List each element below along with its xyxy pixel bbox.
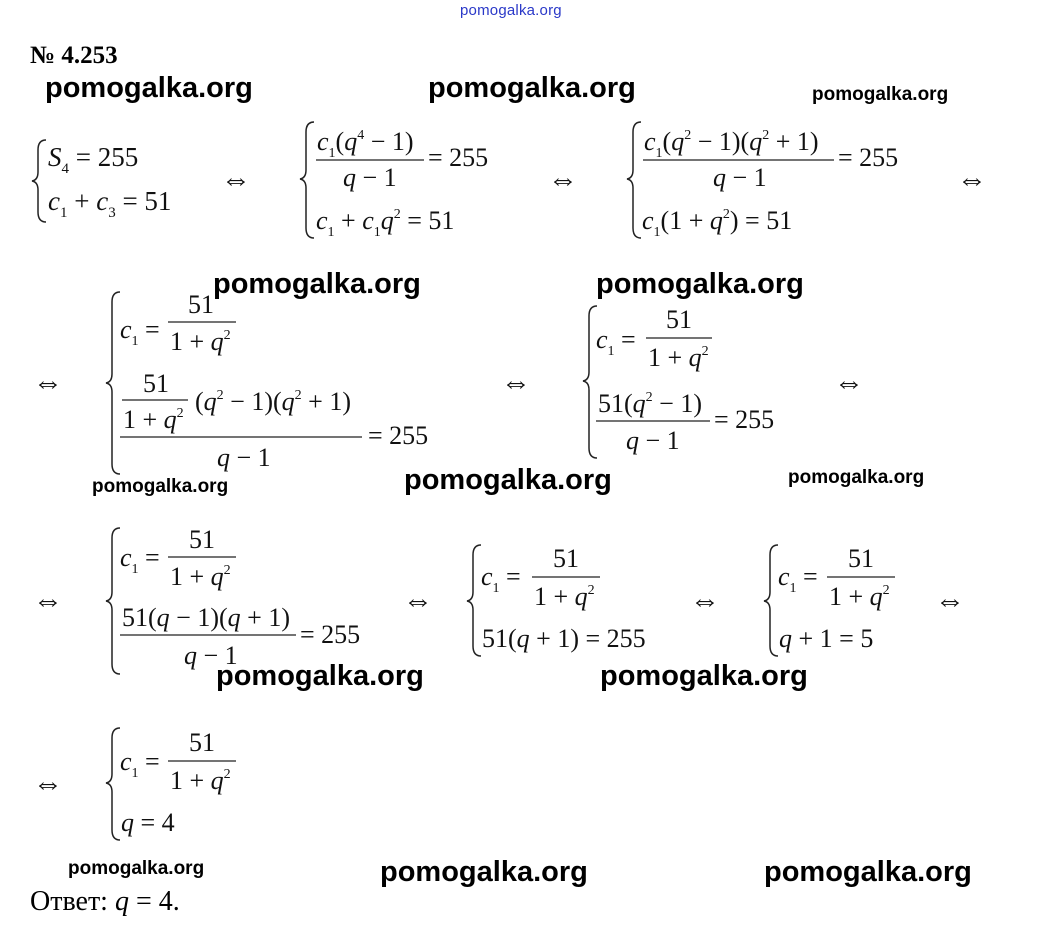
problem-number: № 4.253 [30,42,118,69]
watermark: pomogalka.org [213,268,421,300]
svg-text:= 255: = 255 [428,143,489,172]
watermark: pomogalka.org [596,268,804,300]
svg-text:1 + q2: $1 + q^2$ [170,327,231,356]
equivalence-arrow: ⇔ [690,584,720,617]
watermark: pomogalka.org [428,72,636,104]
svg-text:= 255: = 255 [714,405,775,434]
site-link[interactable]: pomogalka.org [460,2,562,19]
watermark: pomogalka.org [812,84,949,105]
svg-text:c1 =: $c_1$ = [120,543,160,577]
equivalence-arrow: ⇔ [935,584,965,617]
equivalence-arrow: ⇔ [33,366,63,399]
answer-line [30,886,180,918]
svg-text:c1(1 + q2) = 51: $c_1(1 + q^2) = 51$ [642,206,793,240]
svg-text:51(q + 1) = 255: 51(q + 1) = 255 [482,624,646,653]
system-9 [106,728,236,840]
svg-text:1 + q2: $1 + q^2$ [648,343,709,372]
svg-text:q + 1 = 5: q + 1 = 5 [779,624,874,653]
svg-text:q − 1: q − 1 [713,163,767,192]
system-brace [627,122,641,238]
answer-variable: q [114,886,129,917]
system-brace [764,545,778,656]
svg-text:c1 + c1q2 = 51: $c_1 + c_1q^2 = 51$ [316,206,455,240]
svg-text:c1(q2 − 1)(q2 + 1): $c_1(q^2 - 1)(q^2 + 1)$ [644,127,819,161]
equivalence-arrow: ⇔ [33,767,63,800]
svg-text:1 + q2: $1 + q^2$ [829,582,890,611]
answer-label: Ответ: [30,886,115,917]
svg-text:1 + q2: $1 + q^2$ [534,582,595,611]
svg-text:c1 =: $c_1$ = [120,315,160,349]
system-brace [300,122,314,238]
system-8 [764,544,895,656]
svg-text:= 255: = 255 [368,421,429,450]
system-7 [467,544,646,656]
system-brace [583,306,597,458]
svg-text:(q2 − 1)(q2 + 1): $(q^2 - 1)(q^2 + 1)$ [195,387,351,416]
watermark: pomogalka.org [380,856,588,888]
svg-text:51: 51 [848,544,874,573]
equivalence-arrow: ⇔ [221,163,251,196]
equivalence-arrow: ⇔ [33,584,63,617]
svg-text:= 255: = 255 [300,620,361,649]
svg-text:c1 =: $c_1$ = [596,325,636,359]
watermark: pomogalka.org [216,660,424,692]
system-2 [300,122,488,240]
system-1 [32,140,171,222]
system-brace [467,545,481,656]
system-brace [106,528,120,674]
svg-text:51(q − 1)(q + 1): 51(q − 1)(q + 1) [122,603,290,632]
svg-text:51(q2 − 1): $51(q^2 - 1)$ [598,389,702,418]
svg-text:51: 51 [666,305,692,334]
watermark: pomogalka.org [404,464,612,496]
watermark: pomogalka.org [68,858,205,879]
svg-text:c1 + c3 = 51: $c_1 + c_3 = 51$ [48,186,172,221]
svg-text:= 255: = 255 [838,143,899,172]
svg-text:c1 =: $c_1$ = [120,747,160,781]
answer-value: = 4. [128,886,180,917]
svg-text:51: 51 [188,290,214,319]
watermark: pomogalka.org [764,856,972,888]
svg-text:q − 1: q − 1 [184,641,238,670]
svg-text:q = 4: q = 4 [121,808,175,837]
system-brace [106,728,120,840]
equivalence-arrow: ⇔ [957,163,987,196]
watermark: pomogalka.org [45,72,253,104]
svg-text:q − 1: q − 1 [626,426,680,455]
watermark: pomogalka.org [92,476,229,497]
svg-text:q − 1: q − 1 [217,443,271,472]
svg-text:c1 =: $c_1$ = [481,562,521,596]
system-brace [32,140,46,222]
svg-text:c1 =: $c_1$ = [778,562,818,596]
system-brace [106,292,120,474]
svg-text:51: 51 [189,728,215,757]
svg-text:1 + q2: $1 + q^2$ [170,562,231,591]
equivalence-arrow: ⇔ [548,163,578,196]
equivalence-arrow: ⇔ [834,366,864,399]
svg-text:q − 1: q − 1 [343,163,397,192]
svg-text:51: 51 [143,369,169,398]
svg-text:c1(q4 − 1): $c_1(q^4 - 1)$ [317,127,414,161]
watermark: pomogalka.org [788,467,925,488]
system-4 [106,290,428,474]
system-5 [583,305,774,458]
svg-text:S4 = 255: $S_4 = 255$ [48,142,139,177]
watermark: pomogalka.org [600,660,808,692]
svg-text:51: 51 [553,544,579,573]
system-6 [106,525,360,674]
equivalence-arrow: ⇔ [501,366,531,399]
equivalence-arrow: ⇔ [403,584,433,617]
svg-text:1 + q2: $1 + q^2$ [123,405,184,434]
system-3 [627,122,898,240]
svg-text:51: 51 [189,525,215,554]
svg-text:1 + q2: $1 + q^2$ [170,766,231,795]
